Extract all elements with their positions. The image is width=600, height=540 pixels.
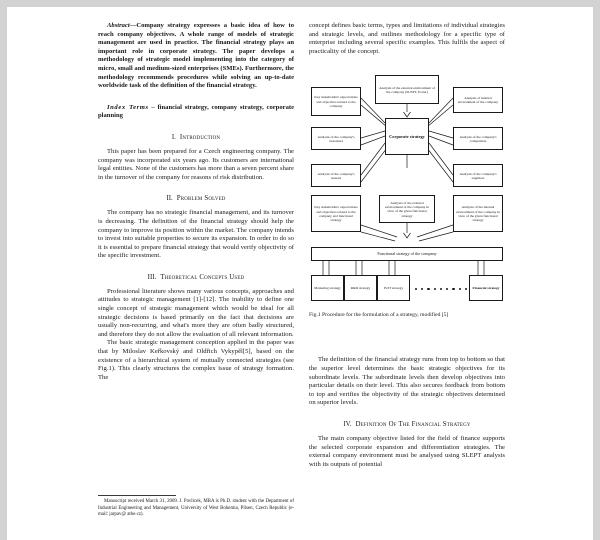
section-title-4: Definition Of The Financial Strategy [355, 420, 471, 428]
section-number-1: I. [171, 133, 176, 141]
page-edge-left [0, 0, 7, 540]
two-column-body [98, 22, 506, 532]
page-edge-right [593, 0, 600, 540]
section-4-paragraph-1: The main company objective listed for the field of finance supports the selected corporate expansion and differentiation strategies. The external company environment must be analysed using SLEPT analysis with its outputs of potential [309, 434, 505, 468]
footnote-divider [98, 495, 176, 496]
figure-node-isit-strategy: IS/IT strategy [377, 275, 410, 301]
index-terms-label: Index Terms [107, 103, 149, 111]
section-title-1: Introduction [179, 133, 221, 141]
figure-node-mid-center: Analysis of the external environment of the company in view of the given functional strategy [379, 195, 435, 223]
section-1-paragraph-1: This paper has been prepared for a Czech engineering company. The company was incorporated six years ago. Its customers are international legal entities. None of the customers has more than a seven percent share in the turnover of the company for reasons of risk distribution. [98, 147, 294, 181]
index-terms-text: – financial strategy, company strategy, corporate planning [98, 103, 294, 120]
figure-node-right-1: Analysis of internal environment of the company [453, 87, 503, 113]
figure-node-rd-strategy: R&D strategy [344, 275, 377, 301]
figure-ellipsis-dots [415, 287, 467, 290]
continued-paragraph: concept defines basic terms, types and limitations of individual strategies and strategic levels, and outlines methodology for a specific type of enterprise including several specific examples. This fulfils the aspect of practicality of the concept. [309, 22, 505, 55]
figure-node-marketing-strategy: Marketing strategy [311, 275, 344, 301]
figure-node-top: Analysis of the external environment of the company (SLEPT, Porter) [375, 75, 439, 104]
footnote-text: Manuscript received March 31, 2009. J. Pavlicek, MBA is Ph.D. student with the Department of Industrial Engineering and Management, University of West Bohemia, Pilsen, Czech Republic (e-mail: jarpav@ athe.cz). [98, 499, 294, 517]
figure-node-right-2: Analysis of the company's competition [453, 127, 503, 150]
abstract-label: Abstract— [107, 22, 137, 29]
figure-node-mid-left: Key stakeholders' expectations and objectives related to the company and functional strategy [311, 195, 361, 232]
left-column [98, 22, 294, 532]
figure-node-functional-strategy-bar: Functional strategy of the company [311, 247, 503, 261]
section-number-2: II. [166, 195, 173, 203]
footnote-block [98, 495, 294, 518]
section-number-3: III. [147, 273, 157, 281]
section-heading-theoretical-concepts [98, 274, 294, 281]
index-terms-paragraph [98, 104, 294, 121]
section-2-paragraph-1: The company has no strategic financial management, and its turnover is decreasing. The definition of the financial strategy should help the company to improve its position within the market. The company intends to invest into suitable properties to secure its expansion. In order to do so it is essential to prepare financial strategy that would verify objectivity of the specific investment. [98, 209, 294, 260]
section-heading-introduction [98, 134, 294, 141]
abstract-text: Company strategy expresses a basic idea of how to reach company objectives. A whole range of models of strategic management are used in practice. The financial strategy plays an important role in corporate strategy. The paper develops a methodology of strategic model implementing into the category of micro, small and medium-sized enterprises (SMEs). Furthermore, the methodology recommends procedures while solving an up-to-date worldwide task of the definition of the financial strategy. [98, 22, 294, 90]
section-title-3: Theoretical Concepts Used [160, 273, 245, 281]
section-title-2: Problem Solved [176, 195, 226, 203]
section-heading-definition-financial-strategy [309, 421, 505, 428]
figure-node-mid-right: Analysis of the internal environment of the company in view of the given functional strategy [453, 195, 503, 232]
figure-1 [309, 65, 505, 348]
right-column [309, 22, 505, 532]
after-figure-paragraph: The definition of the financial strategy runs from top to bottom so that the superior level determines the basic strategic objectives for its subordinate levels. The subordinate levels then develop objectives into particular details on their level. This also secures feedback from bottom to top and verifies the objectivity of the strategic objectives determined on superior levels. [309, 356, 505, 407]
figure-caption: Fig.1 Procedure for the formulation of a strategy, modified [5] [309, 312, 449, 319]
figure-node-right-3: Analysis of the company's suppliers [453, 164, 503, 187]
figure-node-left-1: Key stakeholders' expectations and objectives related to the company [311, 87, 361, 116]
figure-node-corporate-strategy: Corporate strategy [385, 118, 429, 155]
section-number-4: IV. [343, 420, 352, 428]
page-edge-top [0, 0, 600, 7]
section-3-paragraph-2: The basic strategic management conception applied in the paper was that by Miloslav Keřkovský and Oldřich Vykypěl[5], based on the existence of a hierarchical system of mutually connected strategies (see Fig.1). This clearly structures the complex issue of strategy formation. The [98, 339, 294, 381]
section-3-paragraph-1: Professional literature shows many various concepts, approaches and attitudes to strategic management [1]-[12]. The inability to define one single concept of strategic management which would be ideal for all strategic decisions is based primarily on the fact that decisions are usually non-recurring, and what's more they are often badly structured, and therefore they do not allow the evaluation of all relevant information. [98, 287, 294, 338]
section-heading-problem-solved [98, 195, 294, 202]
figure-node-left-3: Analysis of the company's reasons [311, 164, 361, 187]
abstract-paragraph [98, 22, 294, 91]
figure-node-financial-strategy: Financial strategy [469, 275, 503, 301]
figure-node-left-2: Analysis of the company's customers [311, 127, 361, 150]
